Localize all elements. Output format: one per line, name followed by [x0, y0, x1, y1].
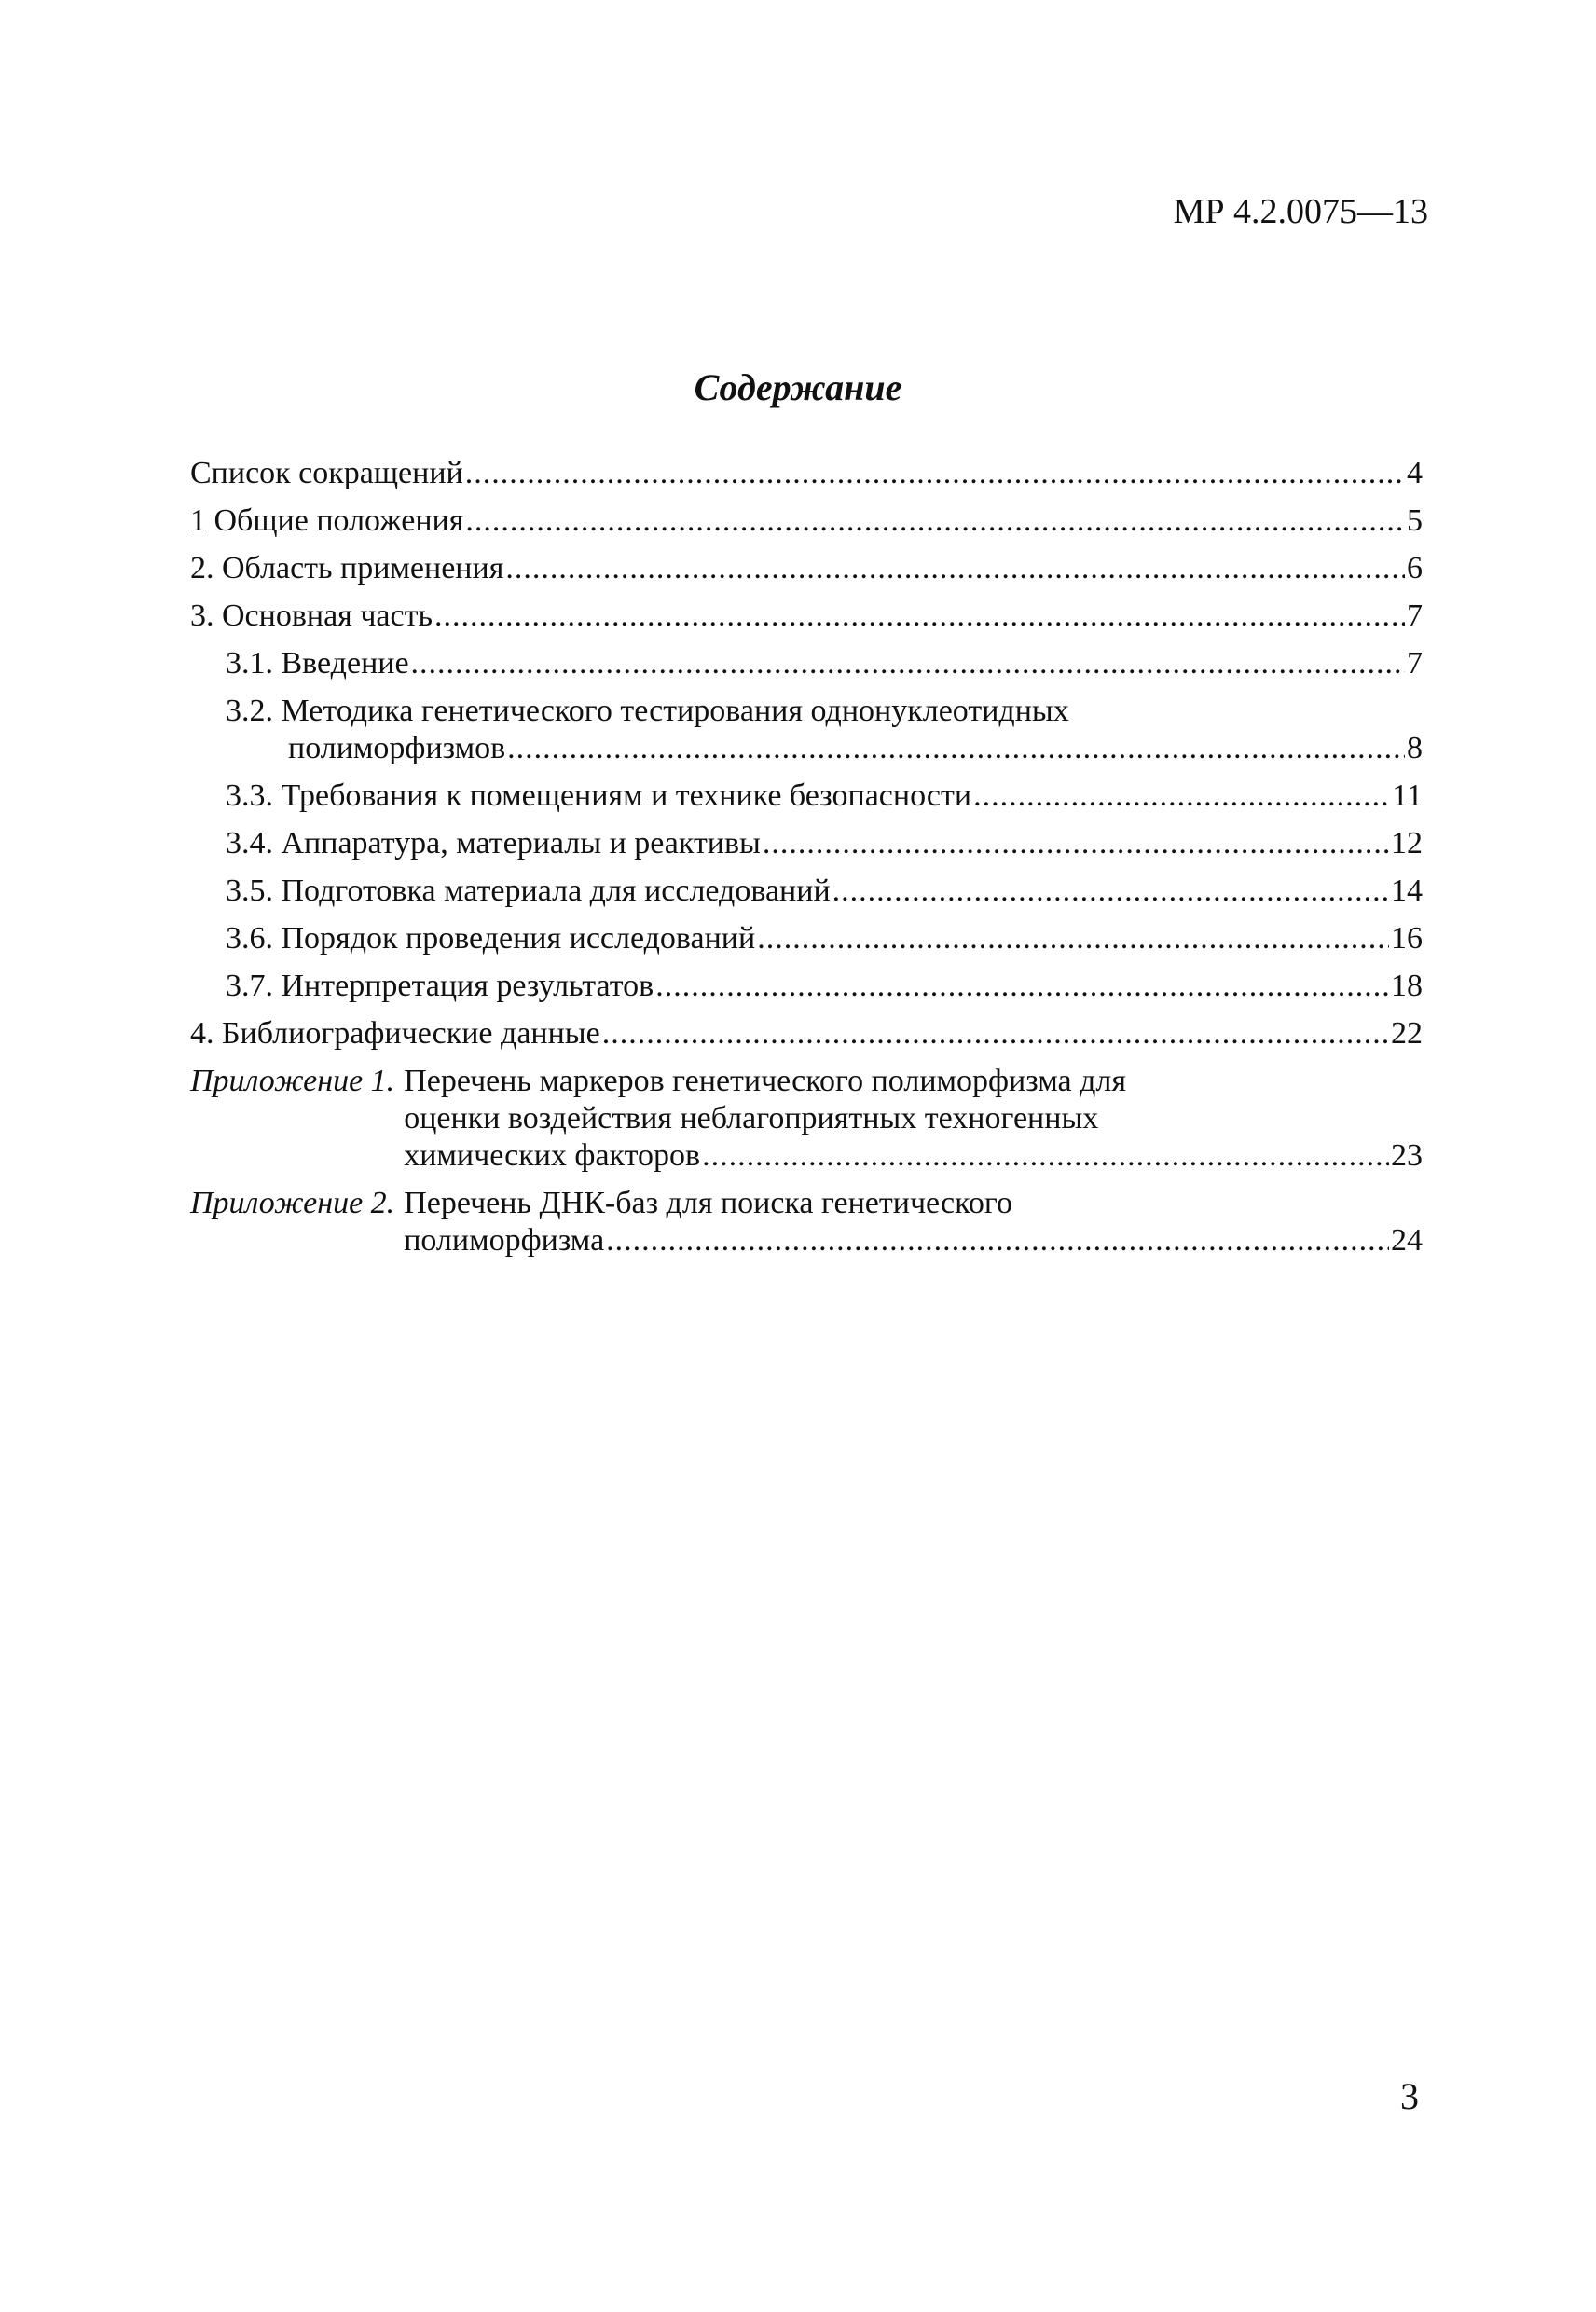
dot-leader [602, 1015, 1389, 1053]
toc-entry-main-part[interactable] [190, 598, 1423, 635]
toc-page-number: 5 [1407, 503, 1423, 538]
toc-entry-label: 1 Общие положения [190, 503, 464, 538]
toc-entry-label: 4. Библиографические данные [190, 1016, 600, 1051]
toc-page-number: 18 [1391, 969, 1423, 1003]
toc-page-number: 12 [1391, 826, 1423, 860]
toc-entry-bibliography[interactable] [190, 1015, 1423, 1053]
toc-entry-general[interactable] [190, 502, 1423, 540]
toc-title: Содержание [694, 366, 902, 408]
dot-leader [757, 920, 1389, 957]
document-code: МР 4.2.0075—13 [1173, 192, 1428, 231]
toc-entry-appendix-1[interactable] [190, 1063, 1423, 1175]
dot-leader [973, 778, 1390, 815]
toc-entry-scope[interactable] [190, 550, 1423, 587]
toc-entry-preparation[interactable] [190, 873, 1423, 910]
toc-page-number: 6 [1407, 551, 1423, 585]
toc-entry-label: 3.3. Требования к помещениям и технике безопасности [226, 778, 972, 813]
toc-entry-label: 3.7. Интерпретация результатов [226, 969, 654, 1003]
appendix-prefix: Приложение 2. [190, 1186, 395, 1220]
dot-leader [411, 645, 1405, 682]
appendix-prefix: Приложение 1. [190, 1064, 395, 1098]
dot-leader [465, 502, 1405, 540]
toc-entry-label: Список сокращений [190, 456, 463, 490]
toc-page-number: 22 [1391, 1016, 1423, 1051]
dot-leader [655, 968, 1389, 1005]
toc-entry-safety[interactable] [190, 778, 1423, 815]
toc-page-number: 11 [1392, 778, 1423, 813]
toc-page-number: 7 [1407, 599, 1423, 633]
toc-entry-label-continued: химических факторов [404, 1138, 701, 1173]
toc-page-number: 16 [1391, 921, 1423, 956]
dot-leader [505, 550, 1405, 587]
table-of-contents [190, 455, 1423, 1270]
toc-page-number: 24 [1391, 1223, 1423, 1258]
toc-page-number: 7 [1407, 646, 1423, 681]
toc-page-number: 23 [1391, 1138, 1423, 1173]
toc-page-number: 8 [1407, 731, 1423, 765]
page-number: 3 [1400, 2075, 1419, 2117]
toc-entry-label: Перечень ДНК-баз для поиска генетического [404, 1186, 1012, 1220]
dot-leader [507, 730, 1405, 767]
toc-entry-label: 3.1. Введение [226, 646, 409, 681]
toc-entry-label: 3.5. Подготовка материала для исследований [226, 874, 831, 908]
toc-page-number: 4 [1407, 456, 1423, 490]
toc-entry-label-continued: полиморфизмов [288, 731, 506, 765]
dot-leader [606, 1222, 1389, 1259]
toc-entry-equipment[interactable] [190, 825, 1423, 862]
toc-entry-interpretation[interactable] [190, 968, 1423, 1005]
toc-entry-procedure[interactable] [190, 920, 1423, 957]
toc-entry-label: 3.6. Порядок проведения исследований [226, 921, 756, 956]
toc-entry-label: 3.4. Аппаратура, материалы и реактивы [226, 826, 761, 860]
toc-entry-label: Перечень маркеров генетического полиморфизма для [404, 1064, 1126, 1098]
dot-leader [702, 1137, 1389, 1175]
dot-leader [832, 873, 1389, 910]
toc-entry-label-continued: полиморфизма [404, 1223, 605, 1258]
toc-entry-label: 3. Основная часть [190, 599, 433, 633]
toc-entry-method[interactable] [190, 693, 1423, 767]
dot-leader [465, 455, 1405, 492]
toc-entry-label-continued: оценки воздействия неблагоприятных техногенных [404, 1101, 1099, 1135]
toc-entry-label: 2. Область применения [190, 551, 504, 585]
dot-leader [434, 598, 1405, 635]
dot-leader [763, 825, 1389, 862]
toc-page-number: 14 [1391, 874, 1423, 908]
toc-entry-label: 3.2. Методика генетического тестирования однонуклеотидных [226, 694, 1069, 728]
toc-entry-introduction[interactable] [190, 645, 1423, 682]
toc-entry-appendix-2[interactable] [190, 1185, 1423, 1259]
toc-entry-abbreviations[interactable] [190, 455, 1423, 492]
